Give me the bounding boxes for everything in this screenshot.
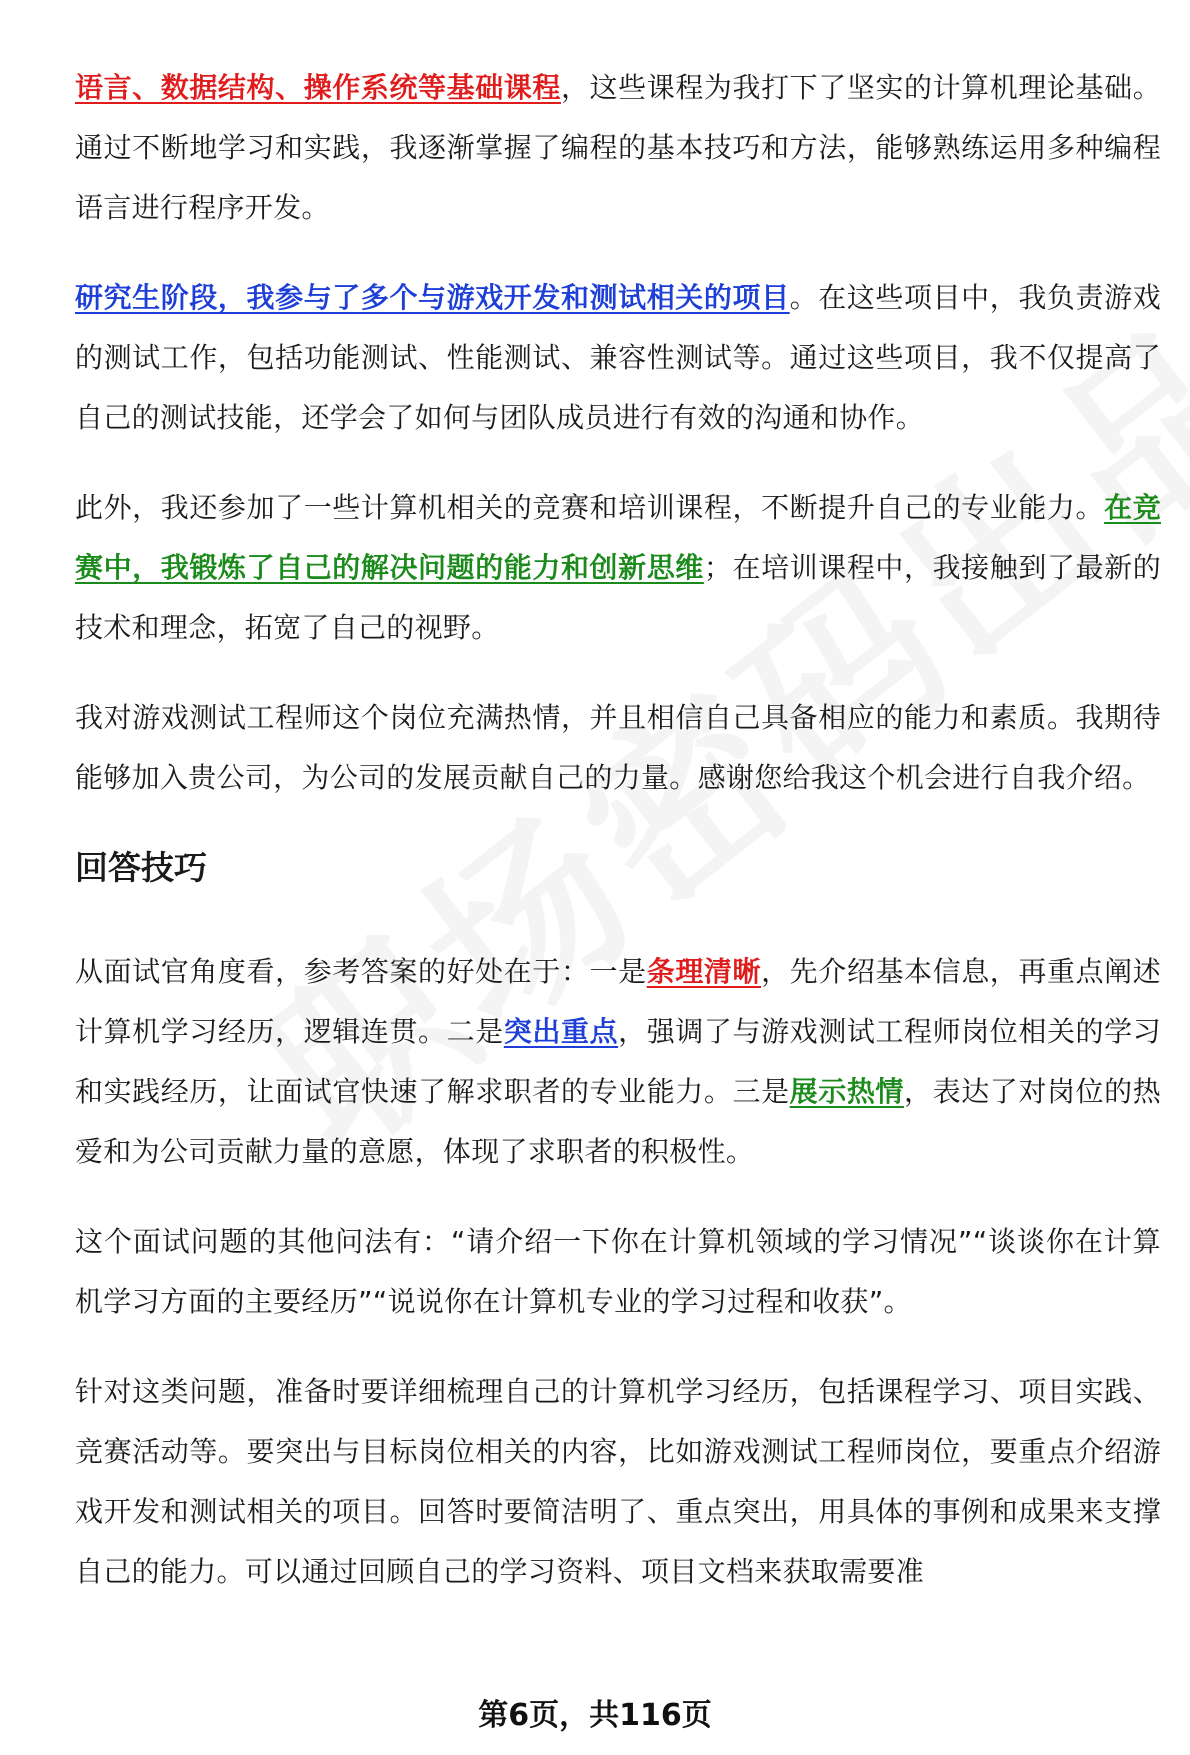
highlighted-phrase: 语言、数据结构、操作系统等基础课程: [75, 71, 561, 104]
tips-paragraph: [75, 1362, 1161, 1602]
intro-section: [75, 58, 1161, 808]
body-text: 这个面试问题的其他问法有：“请介绍一下你在计算机领域的学习情况”“谈谈你在计算机学习方面的主要经历”“说说你在计算机专业的学习过程和收获”。: [75, 1225, 1161, 1318]
body-text: 针对这类问题，准备时要详细梳理自己的计算机学习经历，包括课程学习、项目实践、竞赛活动等。要突出与目标岗位相关的内容，比如游戏测试工程师岗位，要重点介绍游戏开发和测试相关的项目。回答时要简洁明了、重点突出，用具体的事例和成果来支撑自己的能力。可以通过回顾自己的学习资料、项目文档来获取需要准: [75, 1375, 1161, 1588]
tips-paragraph: [75, 942, 1161, 1182]
intro-paragraph: [75, 268, 1161, 448]
highlighted-phrase: 研究生阶段，我参与了多个与游戏开发和测试相关的项目: [75, 281, 790, 314]
body-text: ，强调了与游戏测试工程师岗位相关的学习和实践经历，让面试官快速了解求职者的专业能力。三是: [75, 1015, 1162, 1108]
body-text: 从面试官角度看，参考答案的好处在于：一是: [75, 955, 647, 988]
intro-paragraph: [75, 58, 1161, 238]
body-text: ，这些课程为我打下了坚实的计算机理论基础。通过不断地学习和实践，我逐渐掌握了编程的基本技巧和方法，能够熟练运用多种编程语言进行程序开发。: [75, 71, 1161, 224]
section-heading: 回答技巧: [75, 848, 207, 887]
body-text: ，表达了对岗位的热爱和为公司贡献力量的意愿，体现了求职者的积极性。: [75, 1075, 1162, 1168]
body-text: 。在这些项目中，我负责游戏的测试工作，包括功能测试、性能测试、兼容性测试等。通过这些项目，我不仅提高了自己的测试技能，还学会了如何与团队成员进行有效的沟通和协作。: [75, 281, 1161, 434]
body-text: 此外，我还参加了一些计算机相关的竞赛和培训课程，不断提升自己的专业能力。: [75, 491, 1105, 524]
intro-paragraph: [75, 478, 1161, 658]
tips-section: [75, 942, 1161, 1602]
intro-paragraph: [75, 688, 1161, 808]
tips-paragraph: [75, 1212, 1161, 1332]
page-content: [75, 58, 1161, 1632]
highlighted-phrase: 突出重点: [503, 1015, 619, 1048]
highlighted-phrase: 条理清晰: [646, 955, 762, 988]
body-text: ；在培训课程中，我接触到了最新的技术和理念，拓宽了自己的视野。: [75, 551, 1161, 644]
body-text: 我对游戏测试工程师这个岗位充满热情，并且相信自己具备相应的能力和素质。我期待能够加入贵公司，为公司的发展贡献自己的力量。感谢您给我这个机会进行自我介绍。: [75, 701, 1161, 794]
body-text: ，先介绍基本信息，再重点阐述计算机学习经历，逻辑连贯。二是: [75, 955, 1162, 1048]
highlighted-phrase: 展示热情: [789, 1075, 905, 1108]
page-number: 第6页，共116页: [478, 1698, 712, 1733]
highlighted-phrase: 在竞赛中，我锻炼了自己的解决问题的能力和创新思维: [75, 491, 1161, 584]
